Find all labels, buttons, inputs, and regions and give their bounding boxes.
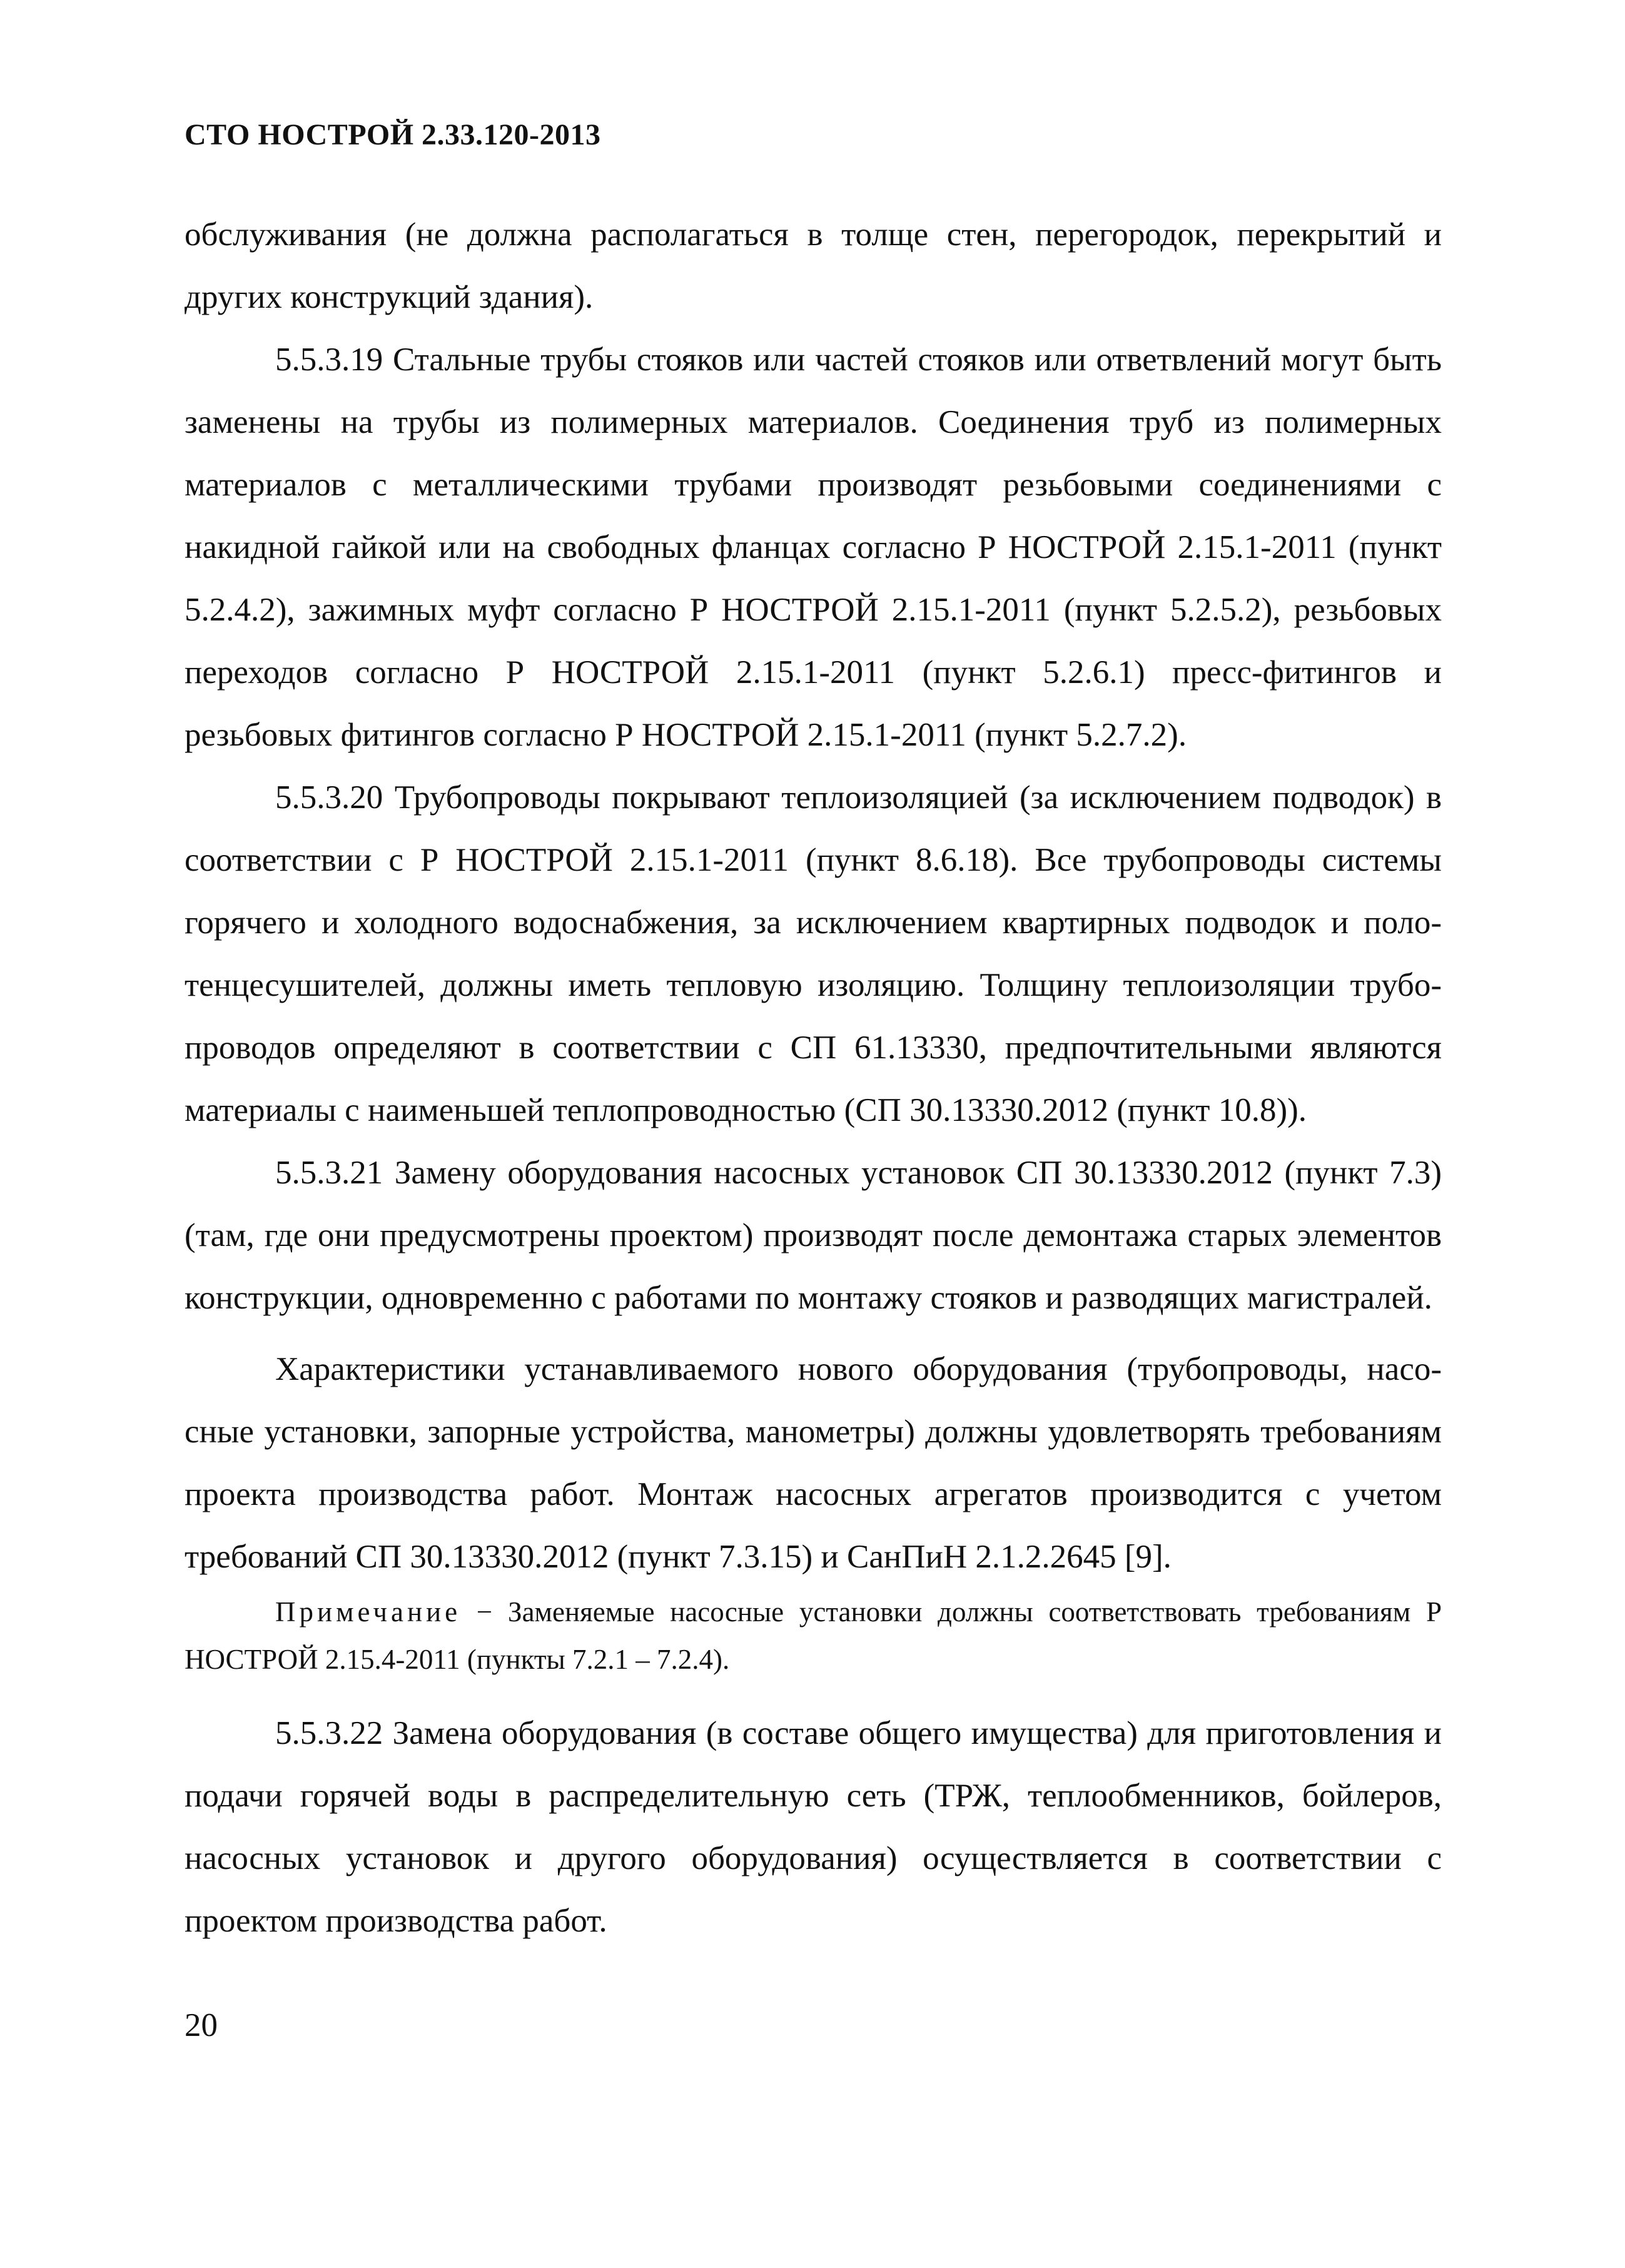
paragraph-continuation: обслуживания (не должна располагаться в толще стен, перегородок, перекрытий и других конструкций здания). bbox=[185, 216, 1442, 315]
document-header: СТО НОСТРОЙ 2.33.120-2013 bbox=[185, 118, 601, 151]
paragraph-5-5-3-20: 5.5.3.20 Трубопроводы покрывают теплоизоляцией (за исключением подводок) в соответствии с Р НОСТРОЙ 2.15.1-2011 (пункт 8.6.18). Все трубопроводы системы горячего и холодного водоснабжения, за исключением квартирных подводок и полотенцесушителей, должны иметь тепловую изоляцию. Толщину теплоизоляции трубопроводов определяют в соответствии с СП 61.13330, предпочтительными являются материалы с наименьшей теплопроводностью (СП 30.13330.2012 (пункт 10.8)). bbox=[185, 779, 1442, 1128]
note-label: Примечание bbox=[275, 1596, 462, 1628]
page-number: 20 bbox=[185, 2007, 218, 2043]
paragraph-5-5-3-22: 5.5.3.22 Замена оборудования (в составе общего имущества) для приготовления и подачи горячей воды в распределительную сеть (ТРЖ, теплообменников, бойлеров, насосных установок и другого оборудования) осуществляется в соответствии с проектом производства работ. bbox=[185, 1715, 1442, 1939]
paragraph-characteristics: Характеристики устанавливаемого нового оборудования (трубопроводы, насосные установки, запорные устройства, манометры) должны удовлетворять требованиям проекта производства работ. Монтаж насосных агрегатов производится с учетом требований СП 30.13330.2012 (пункт 7.3.15) и СанПиН 2.1.2.2645 [9]. bbox=[185, 1351, 1442, 1575]
note-text: − Заменяемые насосные установки должны соответствовать требованиям Р НОСТРОЙ 2.15.4-2011 (пункты 7.2.1 – 7.2.4). bbox=[185, 1596, 1442, 1675]
paragraph-5-5-3-19: 5.5.3.19 Стальные трубы стояков или частей стояков или ответвлений могут быть заменены на трубы из полимерных материалов. Соединения труб из полимерных материалов с металлическими трубами производят резьбовыми соединениями с накидной гайкой или на свободных фланцах согласно Р НОСТРОЙ 2.15.1-2011 (пункт 5.2.4.2), зажимных муфт согласно Р НОСТРОЙ 2.15.1-2011 (пункт 5.2.5.2), резьбовых переходов согласно Р НОСТРОЙ 2.15.1-2011 (пункт 5.2.6.1) пресс-фитингов и резьбовых фитингов согласно Р НОСТРОЙ 2.15.1-2011 (пункт 5.2.7.2). bbox=[185, 342, 1442, 753]
paragraph-5-5-3-21: 5.5.3.21 Замену оборудования насосных установок СП 30.13330.2012 (пункт 7.3) (там, где они предусмотрены проектом) производят после демонтажа старых элементов конструкции, одновременно с работами по монтажу стояков и разводящих магистралей. bbox=[185, 1155, 1442, 1316]
document-body bbox=[185, 203, 1442, 1952]
note bbox=[185, 1588, 1442, 1683]
